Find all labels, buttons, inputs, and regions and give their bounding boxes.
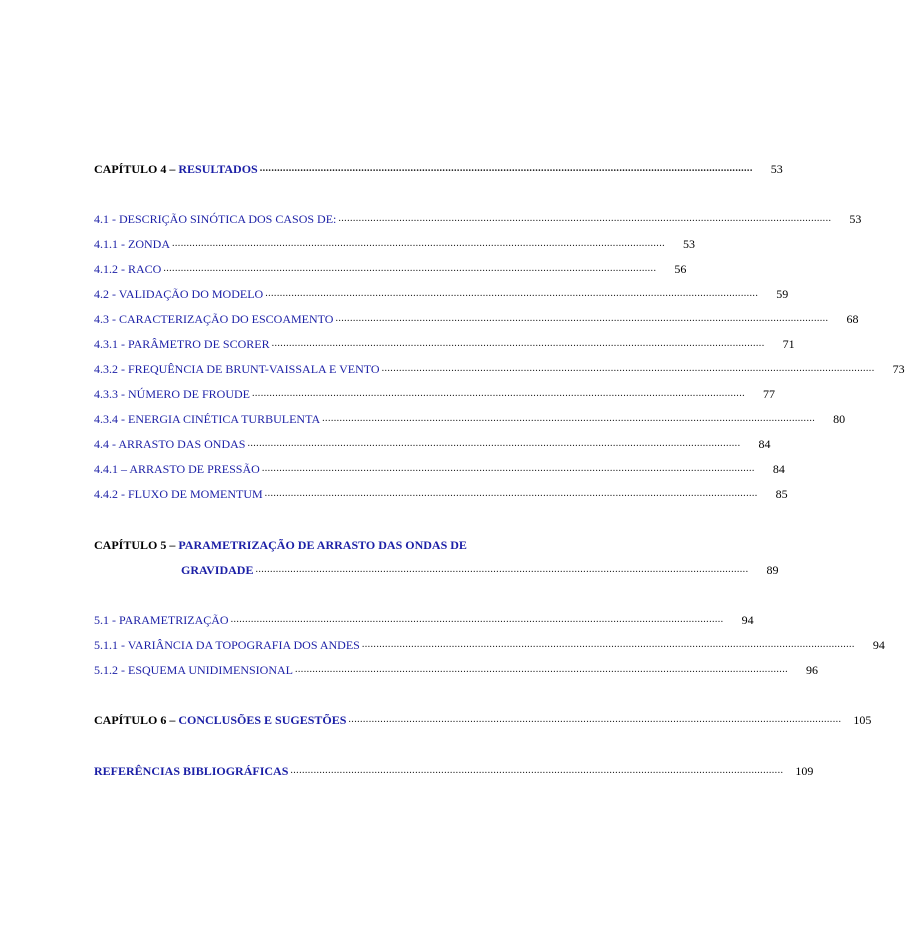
dot-leader: .......................................................................................................................................................................... — [265, 288, 759, 299]
section-title: 4.3.3 - NÚMERO DE FROUDE — [94, 387, 250, 401]
page-number: 56 — [674, 262, 687, 276]
dot-leader: .......................................................................................................................................................................... — [322, 413, 816, 424]
page-number: 94 — [741, 613, 754, 627]
toc-section-4-4-1[interactable] — [94, 458, 785, 476]
page-number: 84 — [758, 437, 771, 451]
toc-references[interactable] — [94, 760, 814, 778]
toc-section-4-1-2[interactable] — [94, 258, 687, 276]
dot-leader: .......................................................................................................................................................................... — [271, 338, 765, 349]
section-title: 4.4.1 – ARRASTO DE PRESSÃO — [94, 462, 260, 476]
section-title: 5.1.1 - VARIÂNCIA DA TOPOGRAFIA DOS ANDES — [94, 638, 360, 652]
page-number: 84 — [772, 462, 785, 476]
page-number: 89 — [766, 563, 779, 577]
dot-leader: .......................................................................................................................................................................... — [338, 213, 832, 224]
dot-leader: .......................................................................................................................................................................... — [290, 765, 784, 776]
toc-chapter-5[interactable] — [94, 534, 566, 552]
section-title: 5.1.2 - ESQUEMA UNIDIMENSIONAL — [94, 663, 293, 677]
toc-section-4-3-3[interactable] — [94, 383, 775, 401]
section-title: 4.4 - ARRASTO DAS ONDAS — [94, 437, 246, 451]
toc-chapter-5-continued[interactable] — [181, 559, 779, 577]
page-number: 53 — [770, 162, 783, 176]
toc-chapter-4[interactable] — [94, 158, 783, 176]
dot-leader: .......................................................................................................................................................................... — [261, 463, 755, 474]
page-number: 109 — [795, 764, 814, 778]
chapter-title: PARAMETRIZAÇÃO DE ARRASTO DAS ONDAS DE — [178, 538, 467, 552]
toc-section-4-1[interactable] — [94, 208, 862, 226]
toc-chapter-6[interactable] — [94, 709, 872, 727]
section-title: 4.3.2 - FREQUÊNCIA DE BRUNT-VAISSALA E VENTO — [94, 362, 380, 376]
chapter-prefix: CAPÍTULO 4 – — [94, 162, 179, 176]
section-title: 4.1 - DESCRIÇÃO SINÓTICA DOS CASOS DE: — [94, 212, 337, 226]
toc-section-4-3-2[interactable] — [94, 358, 905, 376]
dot-leader: .......................................................................................................................................................................... — [172, 238, 665, 249]
toc-section-4-3-4[interactable] — [94, 408, 846, 426]
toc-section-5-1-2[interactable] — [94, 659, 818, 677]
page-number: 105 — [853, 713, 872, 727]
dot-leader: .......................................................................................................................................................................... — [381, 363, 875, 374]
section-title: 4.1.1 - ZONDA — [94, 237, 170, 251]
page-number: 68 — [846, 312, 859, 326]
chapter-title: RESULTADOS — [178, 162, 258, 176]
chapter-title: CONCLUSÕES E SUGESTÕES — [178, 713, 347, 727]
section-title: 4.3 - CARACTERIZAÇÃO DO ESCOAMENTO — [94, 312, 334, 326]
page-number: 53 — [849, 212, 862, 226]
dot-leader: .......................................................................................................................................................................... — [163, 263, 657, 274]
toc-section-5-1-1[interactable] — [94, 634, 885, 652]
dot-leader: .......................................................................................................................................................................... — [259, 163, 753, 174]
page-number: 77 — [763, 387, 775, 401]
dot-leader: .......................................................................................................................................................................... — [361, 639, 855, 650]
dot-leader: .......................................................................................................................................................................... — [230, 614, 724, 625]
chapter-prefix: CAPÍTULO 5 – — [94, 538, 179, 552]
section-title: 4.3.4 - ENERGIA CINÉTICA TURBULENTA — [94, 412, 321, 426]
page-number: 94 — [872, 638, 885, 652]
toc-section-4-1-1[interactable] — [94, 233, 695, 251]
dot-leader: .......................................................................................................................................................................... — [255, 564, 749, 575]
section-title: 4.2 - VALIDAÇÃO DO MODELO — [94, 287, 264, 301]
chapter-title-continued: GRAVIDADE — [181, 563, 254, 577]
page-number: 59 — [776, 287, 789, 301]
dot-leader: .......................................................................................................................................................................... — [264, 488, 758, 499]
page-number: 71 — [782, 337, 795, 351]
toc-section-4-4[interactable] — [94, 433, 771, 451]
dot-leader: .......................................................................................................................................................................... — [335, 313, 829, 324]
references-title: REFERÊNCIAS BIBLIOGRÁFICAS — [94, 764, 289, 778]
page-number: 53 — [683, 237, 695, 251]
section-title: 4.3.1 - PARÂMETRO DE SCORER — [94, 337, 270, 351]
page-number: 85 — [775, 487, 788, 501]
dot-leader: .......................................................................................................................................................................... — [295, 664, 788, 675]
toc-section-5-1[interactable] — [94, 609, 754, 627]
chapter-prefix: CAPÍTULO 6 – — [94, 713, 179, 727]
page-number: 73 — [892, 362, 905, 376]
toc-section-4-3-1[interactable] — [94, 333, 795, 351]
page-number: 80 — [833, 412, 846, 426]
section-title: 4.1.2 - RACO — [94, 262, 162, 276]
dot-leader: .......................................................................................................................................................................... — [247, 438, 741, 449]
section-title: 5.1 - PARAMETRIZAÇÃO — [94, 613, 229, 627]
dot-leader: .......................................................................................................................................................................... — [348, 714, 842, 725]
dot-leader: .......................................................................................................................................................................... — [252, 388, 745, 399]
toc-section-4-4-2[interactable] — [94, 483, 788, 501]
section-title: 4.4.2 - FLUXO DE MOMENTUM — [94, 487, 263, 501]
page-number: 96 — [806, 663, 818, 677]
toc-section-4-2[interactable] — [94, 283, 789, 301]
toc-section-4-3[interactable] — [94, 308, 859, 326]
